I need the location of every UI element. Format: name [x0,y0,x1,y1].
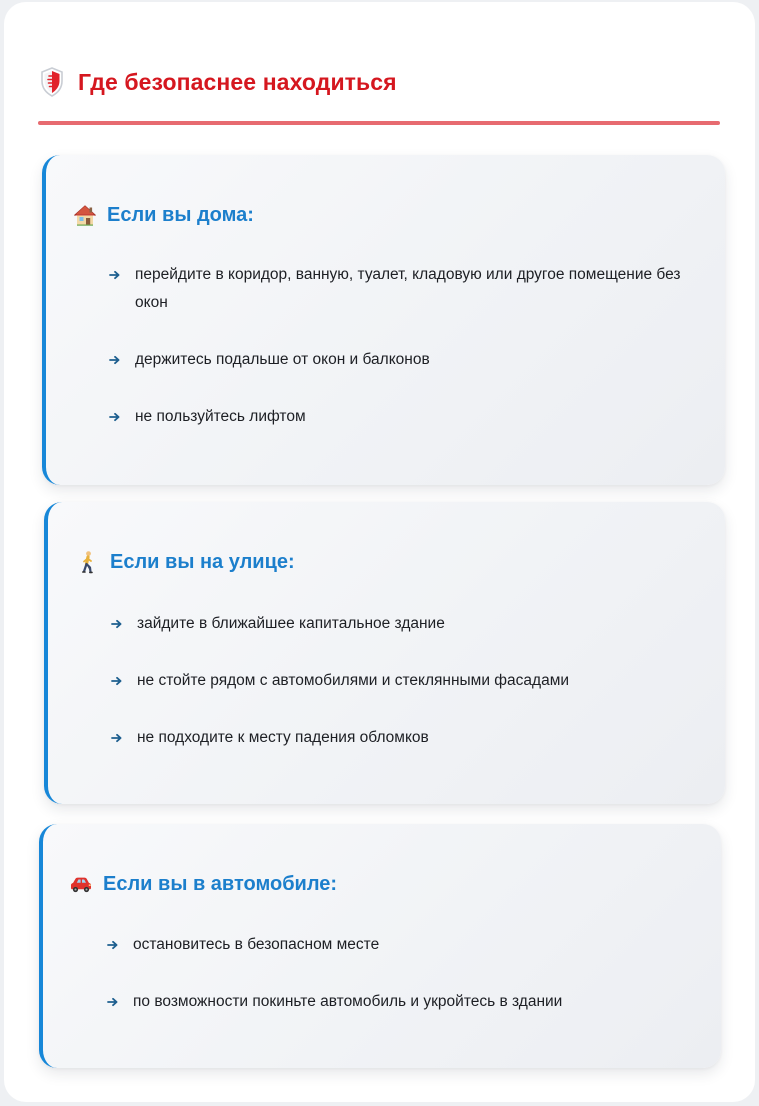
page-header [40,62,397,102]
section-title: Если вы в автомобиле: [103,872,338,895]
instruction-list [109,261,709,460]
arrow-right-icon [109,355,121,365]
walking-person-icon [76,550,100,574]
list-item: не стойте рядом с автомобилями и стеклянными фасадами [111,667,711,695]
arrow-right-icon [109,270,121,280]
section-card-street [44,502,725,804]
list-item: по возможности покиньте автомобиль и укройтесь в здании [107,988,707,1016]
section-header [73,203,254,227]
list-item: не пользуйтесь лифтом [109,403,709,431]
list-item: остановитесь в безопасном месте [107,931,707,959]
section-title: Если вы дома: [107,203,254,226]
section-title: Если вы на улице: [110,550,295,573]
list-item: перейдите в коридор, ванную, туалет, кладовую или другое помещение без окон [109,261,709,317]
car-icon [69,872,93,896]
arrow-right-icon [107,997,119,1007]
section-card-car [39,824,721,1068]
arrow-right-icon [111,619,123,629]
section-header [69,872,337,896]
arrow-right-icon [107,940,119,950]
arrow-right-icon [111,676,123,686]
section-card-home [42,155,725,485]
arrow-right-icon [109,412,121,422]
arrow-right-icon [111,733,123,743]
house-icon [73,203,97,227]
list-item: зайдите в ближайшее капитальное здание [111,610,711,638]
shield-icon [40,67,64,97]
list-item: не подходите к месту падения обломков [111,724,711,752]
title-divider [38,121,720,125]
instruction-list [111,610,711,781]
section-header [76,550,295,574]
instruction-list [107,931,707,1045]
page-title: Где безопаснее находиться [78,68,397,95]
list-item: держитесь подальше от окон и балконов [109,346,709,374]
